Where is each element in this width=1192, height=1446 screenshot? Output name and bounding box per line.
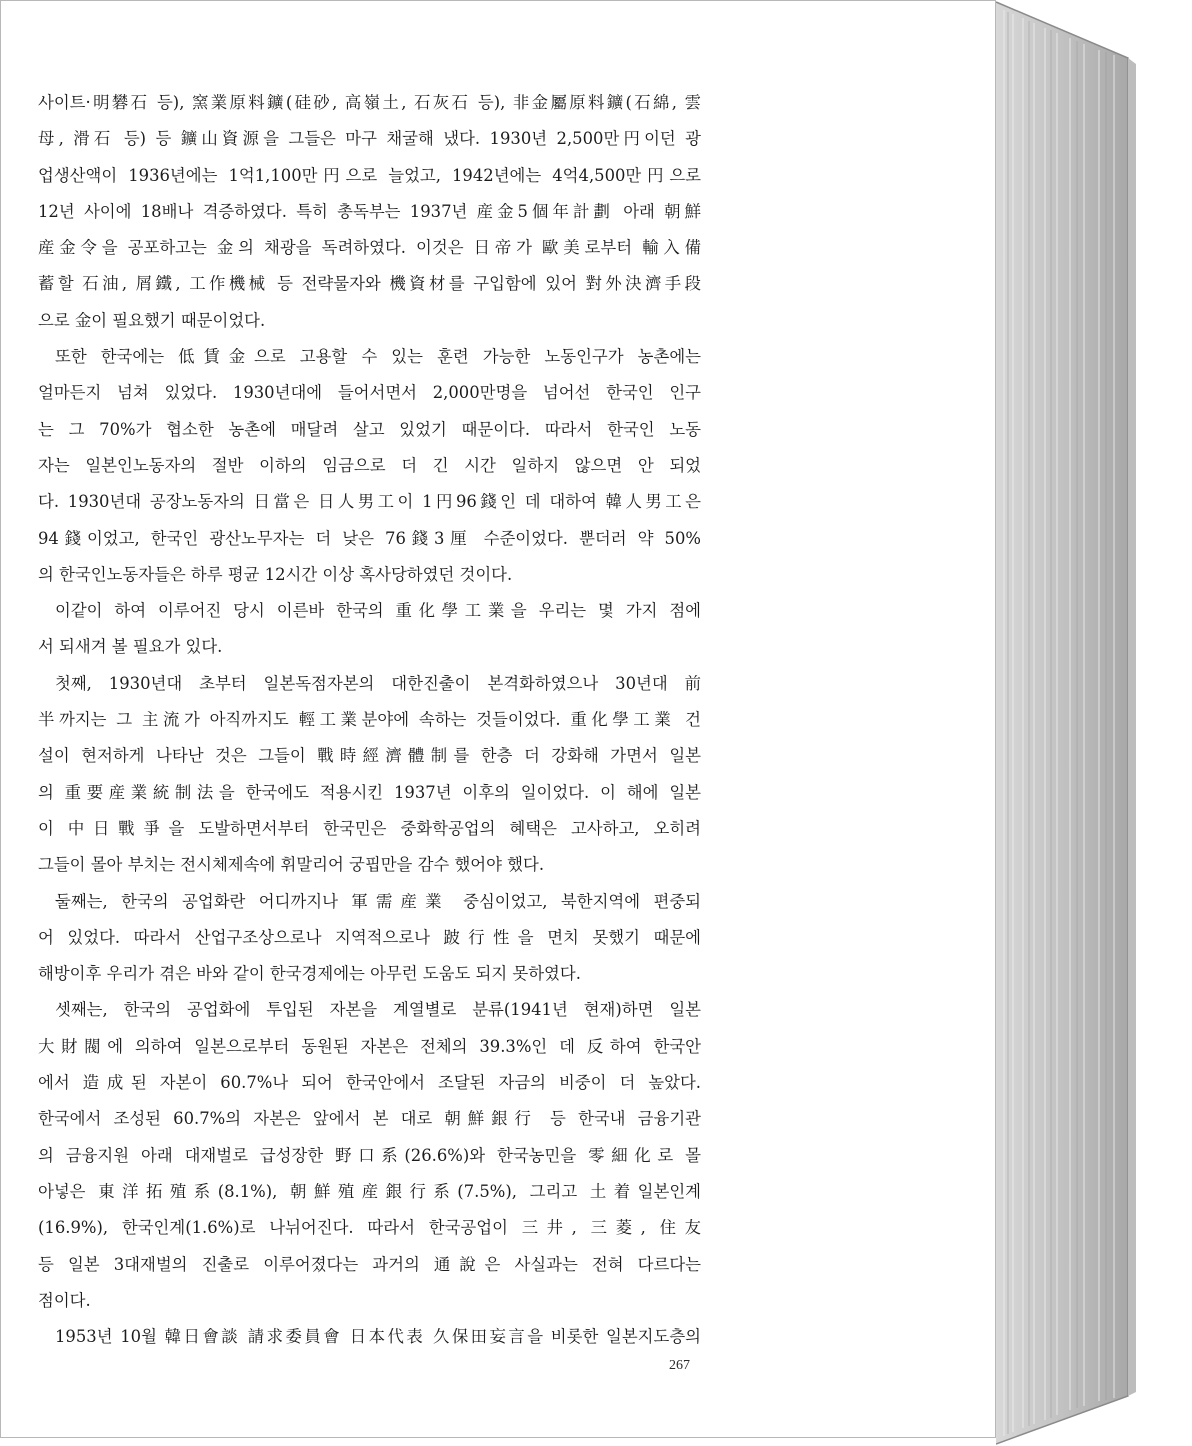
text-line: 첫째, 1930년대 초부터 일본독점자본의 대한진출이 본격화하였으나 30년대 前 [55,673,701,693]
text-line: 는 그 70%가 협소한 농촌에 매달려 살고 있었기 때문이다. 따라서 한국인 노동 [38,419,701,439]
page-number: 267 [669,1358,690,1373]
text-line: 母, 滑石 등) 등 鑛山資源을 그들은 마구 채굴해 냈다. 1930년 2,500만円이던 광 [38,129,701,149]
body-text [38,85,701,1355]
text-line: 의 重要産業統制法을 한국에도 적용시킨 1937년 이후의 일이었다. 이 해에 일본 [38,782,701,802]
text-line: 半까지는 그 主流가 아직까지도 輕工業분야에 속하는 것들이었다. 重化學工業 건 [38,710,701,730]
text-line: 한국에서 조성된 60.7%의 자본은 앞에서 본 대로 朝鮮銀行 등 한국내 금융기관 [38,1109,701,1129]
text-line: 서 되새겨 볼 필요가 있다. [38,637,223,657]
text-line: 둘째는, 한국의 공업화란 어디까지나 軍需産業 중심이었고, 북한지역에 편중되 [55,891,701,911]
text-line: 사이트·明礬石 등), 窯業原料鑛(硅砂, 高嶺土, 石灰石 등), 非金屬原料鑛(石綿, 雲 [38,93,701,112]
text-line: 의 한국인노동자들은 하루 평균 12시간 이상 혹사당하였던 것이다. [38,564,513,584]
text-line: 어 있었다. 따라서 산업구조상으로나 지역적으로나 跛行性을 면치 못했기 때문에 [38,927,701,947]
text-line: 이같이 하여 이루어진 당시 이른바 한국의 重化學工業을 우리는 몇 가지 점에 [55,601,701,621]
text-line: 그들이 몰아 부치는 전시체제속에 휘말리어 궁핍만을 감수 했어야 했다. [38,855,545,875]
text-line: 다. 1930년대 공장노동자의 日當은 日人男工이 1円96錢인 데 대하여 韓人男工은 [38,492,701,512]
text-line: 94錢이었고, 한국인 광산노무자는 더 낮은 76錢3厘 수준이었다. 뿐더러 약 50% [38,528,701,548]
text-line: 점이다. [38,1290,91,1310]
text-line: 등 일본 3대재벌의 진출로 이루어졌다는 과거의 通說은 사실과는 전혀 다르다는 [38,1254,701,1274]
text-line: 업생산액이 1936년에는 1억1,100만円으로 늘었고, 1942년에는 4억4,500만円으로 [38,165,701,185]
text-line: 또한 한국에는 低賃金으로 고용할 수 있는 훈련 가능한 노동인구가 농촌에는 [55,347,701,367]
text-line: 産金令을 공포하고는 金의 채광을 독려하였다. 이것은 日帝가 歐美로부터 輸入備 [38,238,701,258]
book-page-edges [996,0,1192,1446]
text-line: 의 금융지원 아래 대재벌로 급성장한 野口系(26.6%)와 한국농민을 零細化로 몰 [38,1145,701,1165]
text-line: 셋째는, 한국의 공업화에 투입된 자본을 계열별로 분류(1941년 현재)하면 일본 [55,1000,701,1020]
text-line: 자는 일본인노동자의 절반 이하의 임금으로 더 긴 시간 일하지 않으면 안 되었 [38,455,701,475]
text-line: 해방이후 우리가 겪은 바와 같이 한국경제에는 아무런 도움도 되지 못하였다. [38,964,581,984]
text-line: 설이 현저하게 나타난 것은 그들이 戰時經濟體制를 한층 더 강화해 가면서 일본 [38,746,701,766]
text-line: 蓄할 石油, 屑鐵, 工作機械 등 전략물자와 機資材를 구입함에 있어 對外決濟手段 [38,274,701,294]
text-line: 아넣은 東洋拓殖系(8.1%), 朝鮮殖産銀行系(7.5%), 그리고 土着일본인계 [38,1181,701,1201]
text-line: 에서 造成된 자본이 60.7%나 되어 한국안에서 조달된 자금의 비중이 더 높았다. [38,1073,701,1093]
text-line: (16.9%), 한국인계(1.6%)로 나뉘어진다. 따라서 한국공업이 三井, 三菱, 住友 [38,1218,701,1238]
text-line: 으로 金이 필요했기 때문이었다. [38,310,266,330]
text-line: 大財閥에 의하여 일본으로부터 동원된 자본은 전체의 39.3%인 데 反하여 한국안 [38,1036,701,1056]
text-line: 12년 사이에 18배나 격증하였다. 특히 총독부는 1937년 産金5個年計劃 아래 朝鮮 [38,201,701,221]
text-line: 얼마든지 넘쳐 있었다. 1930년대에 들어서면서 2,000만명을 넘어선 한국인 인구 [38,383,701,403]
text-line: 1953년 10월 韓日會談 請求委員會 日本代表 久保田妄言을 비롯한 일본지도층의 [55,1327,701,1347]
text-line: 이 中日戰爭을 도발하면서부터 한국민은 중화학공업의 혜택은 고사하고, 오히려 [38,818,701,838]
